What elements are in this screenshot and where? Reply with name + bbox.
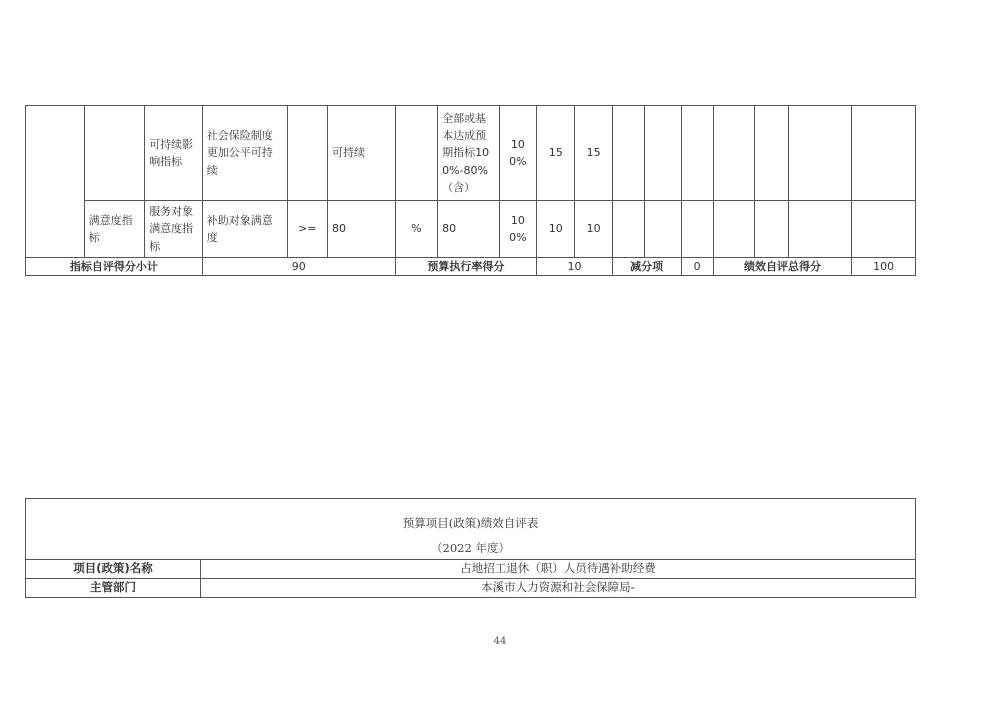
target-cell: 可持续 (328, 106, 396, 201)
empty-cell (645, 106, 681, 201)
empty-cell (755, 201, 788, 258)
indicator-name-cell: 补助对象满意度 (202, 201, 287, 258)
unit-cell: % (395, 201, 437, 258)
empty-cell (713, 106, 754, 201)
page-number: 44 (493, 636, 507, 647)
actual-cell: 全部或基本达成预期指标100%-80%（含） (438, 106, 500, 201)
unit-cell (395, 106, 437, 201)
table-row (26, 106, 916, 201)
empty-cell (852, 106, 916, 201)
subtotal-label: 指标自评得分小计 (26, 258, 203, 276)
empty-cell (612, 106, 644, 201)
weight-cell: 10 (537, 201, 575, 258)
weight-cell: 15 (537, 106, 575, 201)
rate-cell: 100% (499, 201, 536, 258)
deduction-label: 减分项 (612, 258, 681, 276)
empty-cell (612, 201, 644, 258)
total-score-value: 100 (852, 258, 916, 276)
table-row (26, 201, 916, 258)
level3-cell: 可持续影响指标 (145, 106, 203, 201)
level2-cell (84, 106, 145, 201)
budget-score-value: 10 (537, 258, 613, 276)
score-cell: 10 (575, 201, 612, 258)
level2-cell: 满意度指标 (84, 201, 145, 258)
rate-cell: 100% (499, 106, 536, 201)
department-label: 主管部门 (26, 578, 201, 597)
operator-cell (287, 106, 327, 201)
form-title: 预算项目(政策)绩效自评表 (26, 499, 916, 540)
empty-cell (788, 201, 852, 258)
department-value: 本溪市人力资源和社会保障局- (201, 578, 916, 597)
target-cell: 80 (328, 201, 396, 258)
summary-row (26, 258, 916, 276)
subtotal-value: 90 (202, 258, 395, 276)
indicator-table (25, 105, 916, 276)
empty-cell (755, 106, 788, 201)
empty-cell (852, 201, 916, 258)
evaluation-form-header (25, 498, 916, 598)
total-score-label: 绩效自评总得分 (713, 258, 851, 276)
level1-cell (26, 106, 85, 258)
level3-cell: 服务对象满意度指标 (145, 201, 203, 258)
operator-cell: >= (287, 201, 327, 258)
project-name-label: 项目(政策)名称 (26, 560, 201, 579)
deduction-value: 0 (681, 258, 713, 276)
form-year: （2022 年度） (26, 539, 916, 560)
empty-cell (713, 201, 754, 258)
empty-cell (645, 201, 681, 258)
empty-cell (681, 106, 713, 201)
empty-cell (788, 106, 852, 201)
project-name-value: 占地招工退休（职）人员待遇补助经费 (201, 560, 916, 579)
budget-score-label: 预算执行率得分 (395, 258, 536, 276)
actual-cell: 80 (438, 201, 500, 258)
score-cell: 15 (575, 106, 612, 201)
empty-cell (681, 201, 713, 258)
indicator-name-cell: 社会保险制度更加公平可持续 (202, 106, 287, 201)
